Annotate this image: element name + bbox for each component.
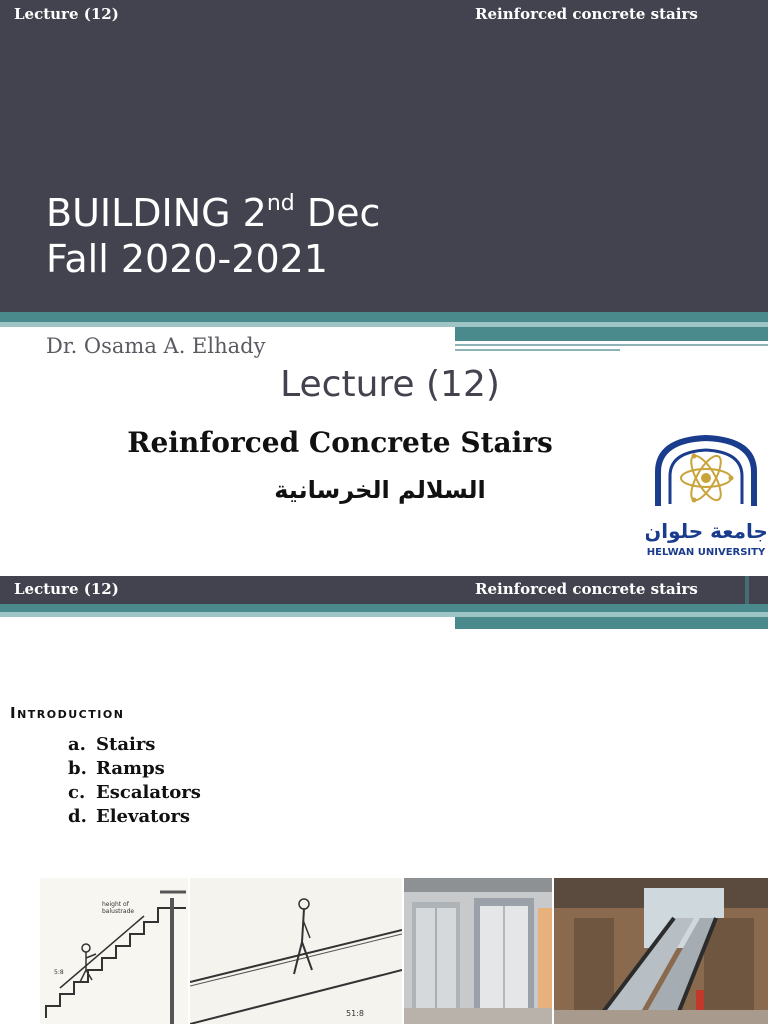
svg-text:height of: height of <box>102 901 129 908</box>
stairs-sketch-icon <box>40 878 188 1024</box>
divider-line <box>455 349 620 351</box>
elevator-icon <box>404 878 552 1024</box>
lecture-number: Lecture (12) <box>280 364 500 405</box>
list-item: c. Escalators <box>68 782 201 803</box>
subtitle-arabic: السلالم الخرسانية <box>274 476 486 504</box>
list-item: a. Stairs <box>68 734 156 755</box>
divider-accent <box>455 327 768 341</box>
header-lecture-label: Lecture (12) <box>14 580 119 598</box>
divider-line <box>455 344 768 346</box>
stairs-sketch-image <box>40 878 188 1024</box>
introduction-heading: Introduction <box>10 704 125 722</box>
escalators-photo <box>554 878 768 1024</box>
divider-accent <box>455 617 768 629</box>
list-item: b. Ramps <box>68 758 165 779</box>
main-title <box>46 190 380 282</box>
svg-text:51:8: 51:8 <box>346 1009 364 1018</box>
ramp-sketch-image <box>190 878 402 1024</box>
author-name: Dr. Osama A. Elhady <box>46 334 266 358</box>
svg-text:balustrade: balustrade <box>102 908 135 915</box>
title-line-1: BUILDING 2nd Dec <box>46 191 381 235</box>
svg-text:5:8: 5:8 <box>54 969 64 976</box>
header-topic-label: Reinforced concrete stairs <box>475 580 698 598</box>
svg-text:HELWAN UNIVERSITY: HELWAN UNIVERSITY <box>646 547 766 558</box>
divider-bar <box>0 312 768 322</box>
svg-text:جامعة حلوان: جامعة حلوان <box>646 519 766 543</box>
atom-icon <box>646 434 766 560</box>
elevators-photo <box>404 878 552 1024</box>
list-item: d. Elevators <box>68 806 191 827</box>
divider-bar <box>0 604 768 612</box>
divider-stub <box>745 576 749 604</box>
helwan-university-logo <box>646 434 766 560</box>
title-line-2: Fall 2020-2021 <box>46 237 328 281</box>
escalator-icon <box>554 878 768 1024</box>
transport-list <box>68 733 201 829</box>
header-topic-label: Reinforced concrete stairs <box>475 5 698 23</box>
header-lecture-label: Lecture (12) <box>14 5 119 23</box>
ramp-sketch-icon <box>190 878 402 1024</box>
introduction-slide <box>0 576 768 1024</box>
subtitle-english: Reinforced Concrete Stairs <box>127 426 553 459</box>
